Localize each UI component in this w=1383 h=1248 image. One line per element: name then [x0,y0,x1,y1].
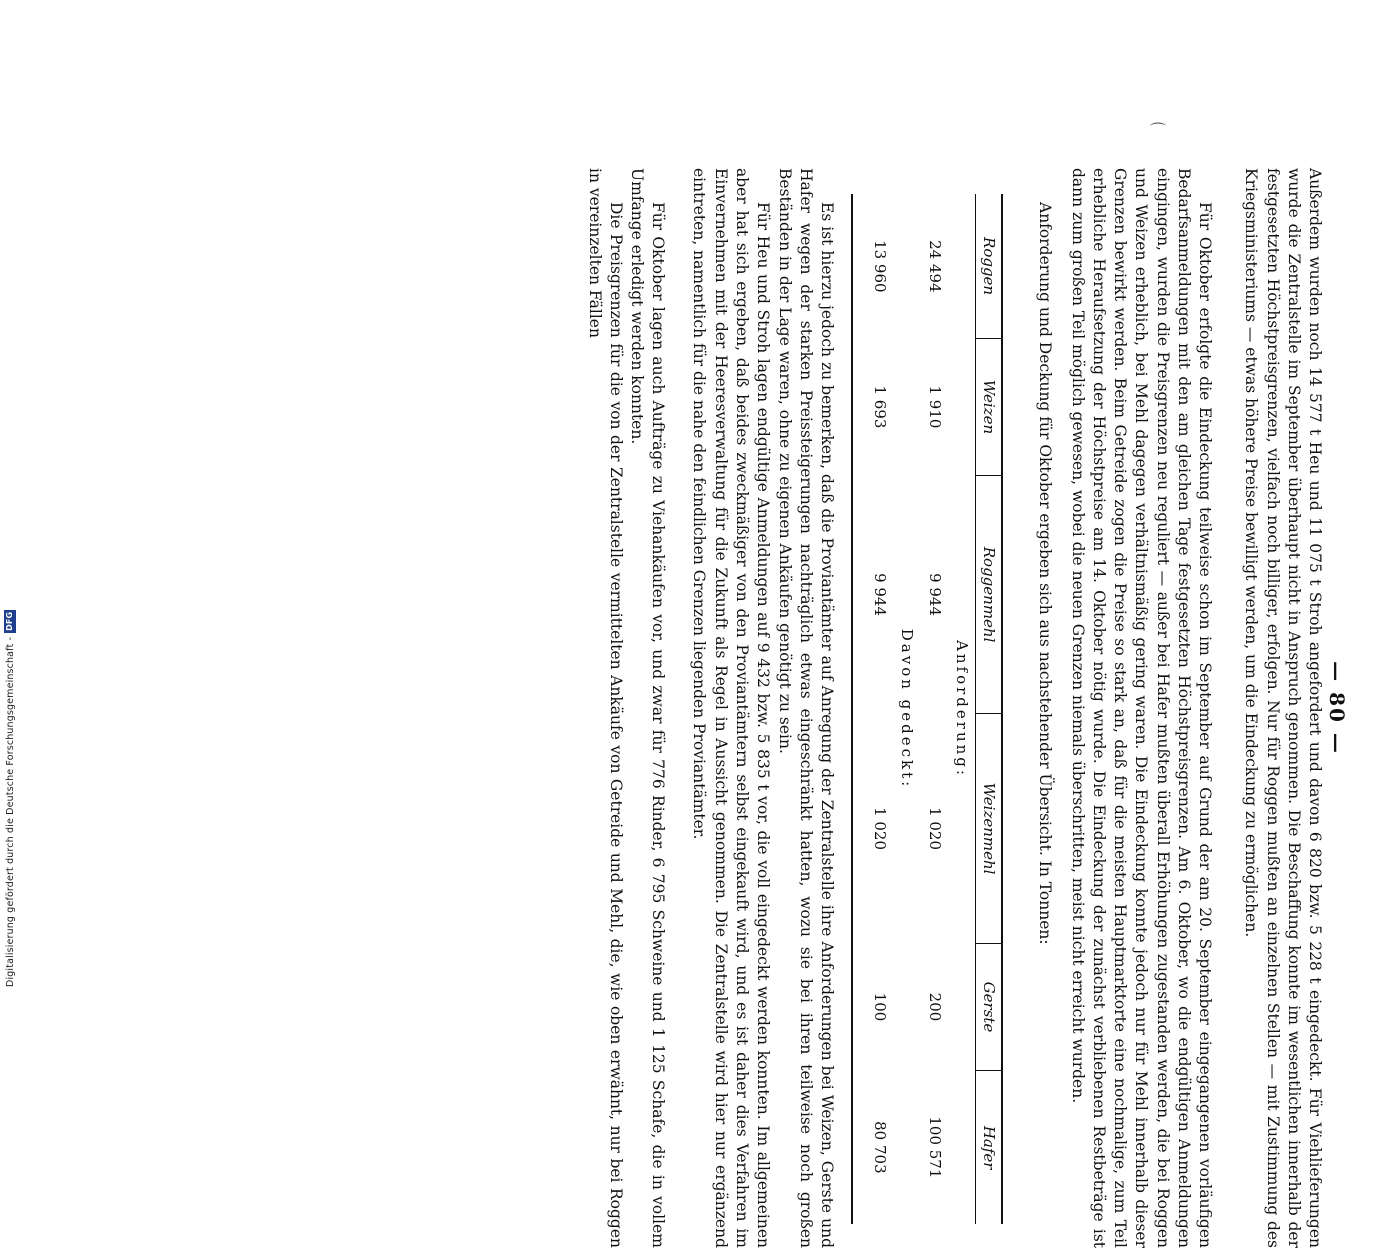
table-cell: 9 944 [925,573,944,617]
paragraph-3: Anforderung und Deckung für Oktober ergeben sich aus nachstehender Übersicht. In Tonnen: [1036,202,1054,945]
table-row [866,194,893,1224]
paragraph-6: Für Oktober lagen auch Aufträge zu Viehankäufen vor, und zwar für 776 Rinder, 6 795 Schweine und 1 125 Schafe, die in vollem Umfange erledigt werden konnten. [627,168,667,1248]
col-header: Weizenmehl [975,714,1002,943]
paragraph-7: Die Preisgrenzen für die von der Zentralstelle vermittelten Ankäufe von Getreide und Mehl, die, wie oben erwähnt, nur bei Roggen in vereinzelten Fällen [585,168,625,1248]
table-cell: 1 910 [925,385,944,429]
paragraph-1: Außerdem wurden noch 14 577 t Heu und 11 075 t Stroh angefordert und davon 6 820 bzw. 5 228 t eingedeckt. Für Viehlieferungen wurde die Zentralstelle im September überhaupt nicht in Anspruch genommen. Die Beschaffung konnte im wesentlichen innerhalb der festgesetzten Höchstpreisgrenzen, vielfach noch billiger, erfolgen. Nur für Roggen mußten an einzelnen Stellen — mit Zustimmung des Kriegsministeriums — etwas höhere Preise bewilligt werden, um die Eindeckung zu ermöglichen. [1242,168,1324,1248]
table-cell: 1 693 [871,385,890,429]
caption-requirement: Anforderung: [952,640,971,778]
dfg-logo: DFG [5,611,14,631]
requirements-table [866,194,1003,1224]
scanned-page [585,168,1349,1248]
table-bottom-rule [851,194,853,1224]
table-cell: 1 020 [925,807,944,851]
scan-mark: ⌒ [1150,121,1167,140]
table-cell: 24 494 [925,240,944,293]
table-cell: 80 703 [871,1121,890,1174]
caption-covered: Davon gedeckt: [898,628,917,790]
col-header: Hafer [975,1071,1002,1224]
col-header: Roggenmehl [975,475,1002,714]
col-header: Gerste [975,943,1002,1071]
table-header-row [975,194,1002,1224]
digitization-credit [1,7,19,987]
page-number: — 80 — [1325,661,1349,755]
table-row [920,194,947,1224]
table-cell: 200 [925,992,944,1022]
table-cell: 100 [871,992,890,1022]
paragraph-4: Es ist hierzu jedoch zu bemerken, daß die Proviantämter auf Anregung der Zentralstelle ihre Anforderungen bei Weizen, Gerste und Hafer wegen der starken Preissteigerungen nachträglich etwas eingeschränkt hatten, wozu sie bei ihren teilweise noch großen Beständen in der Lage waren, ohne zu eigenen Ankäufen genötigt zu sein. [775,168,836,1248]
table-cell: 1 020 [871,807,890,851]
table-cell: 9 944 [871,573,890,617]
col-header: Roggen [975,194,1002,339]
col-header: Weizen [975,339,1002,476]
credit-text: Digitalisierung gefördert durch die Deutsche Forschungsgemeinschaft - [4,636,16,987]
page-content [585,168,1349,1248]
table-cell: 13 960 [871,240,890,293]
paragraph-5: Für Heu und Stroh lagen endgültige Anmeldungen auf 9 432 bzw. 5 835 t vor, die voll eingedeckt werden konnten. Im allgemeinen aber hat sich ergeben, daß beides zweckmäßiger von den Proviantämtern selbst eingekauft wird, und es ist daher dies Verfahren im Einvernehmen mit der Heeresverwaltung für die Zukunft als Regel in Aussicht genommen. Die Zentralstelle wird hier nur ergänzend eintreten, namentlich für die nahe den feindlichen Grenzen liegenden Proviantämter. [690,168,772,1248]
paragraph-2: Für Oktober erfolgte die Eindeckung teilweise schon im September auf Grund der am 20. September eingegangenen vorläufigen Bedarfsanmeldungen mit den am gleichen Tage festgesetzten Höchstpreisgrenzen. Am 6. Oktober, wo die endgültigen Anmeldungen eingingen, wurden die Preisgrenzen neu reguliert — außer bei Hafer mußten überall Erhöhungen zugestanden werden, die bei Roggen und Weizen erheblich, bei Mehl dagegen verhältnismäßig gering waren. Die Eindeckung konnte jedoch nur für Mehl innerhalb dieser Grenzen bewirkt werden. Beim Getreide zogen die Preise so stark an, daß für die meisten Hauptmarktorte eine nochmalige, zum Teil erhebliche Heraufsetzung der Höchstpreise am 14. Oktober nötig wurde. Die Eindeckung der zunächst verbliebenen Restbeträge ist dann zum großen Teil möglich gewesen, wobei die neuen Grenzen niemals überschritten, meist nicht erreicht wurden. [1068,168,1214,1248]
table-cell: 100 571 [925,1116,944,1179]
sidebar-credit [0,0,18,1000]
